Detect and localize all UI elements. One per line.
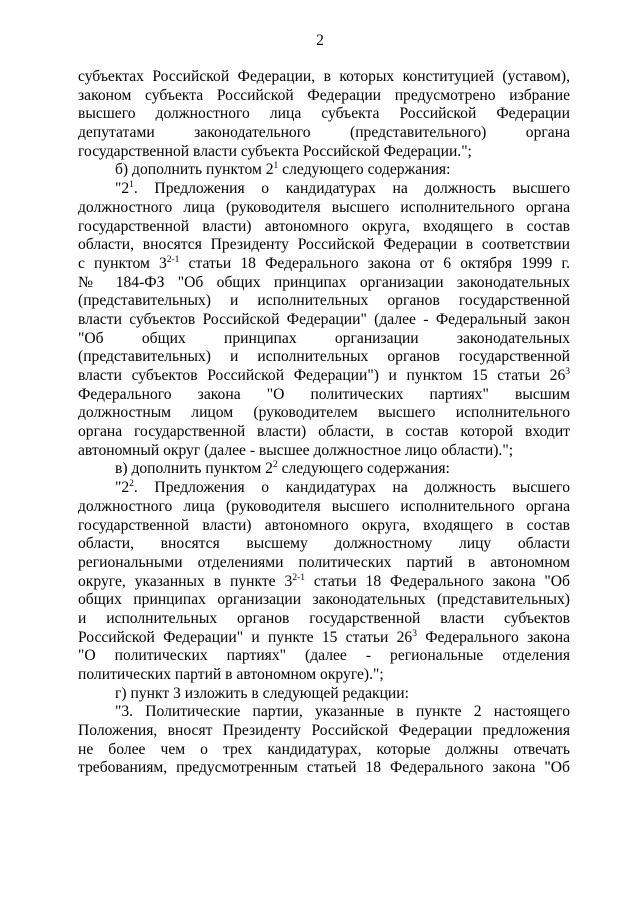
text-segment: (представительных) и исполнительных органов государственной — [78, 348, 570, 366]
text-line — [78, 741, 570, 760]
text-line — [78, 348, 570, 367]
text-segment: региональными отделениями политических партий в автономном — [78, 553, 570, 571]
text-segment: следующего содержания: — [278, 161, 451, 179]
superscript: 1 — [273, 161, 279, 172]
superscript: 1 — [129, 180, 134, 191]
text-segment: государственной власти) автономного округа, входящего в состав — [78, 217, 570, 235]
text-line — [78, 161, 570, 180]
superscript: 3 — [412, 628, 417, 639]
text-segment: законом субъекта Российской Федерации предусмотрено избрание — [78, 86, 570, 104]
text-segment: требованиям, предусмотренным статьей 18 Федерального закона "Об — [78, 759, 570, 777]
text-segment: № 184-ФЗ "Об общих принципах организации законодательных — [78, 273, 570, 291]
text-line — [78, 180, 570, 199]
text-segment: г) пункт 3 изложить в следующей редакции: — [115, 684, 409, 702]
text-line — [78, 517, 570, 536]
text-segment: и исполнительных органов государственной власти субъектов — [78, 609, 570, 627]
text-line — [78, 666, 570, 685]
text-segment: "2 — [115, 180, 130, 198]
text-line — [78, 143, 570, 162]
text-segment: с пунктом 3 — [78, 254, 167, 272]
text-line — [78, 311, 570, 330]
text-line — [78, 759, 570, 778]
text-line — [78, 554, 570, 573]
text-line — [78, 236, 570, 255]
superscript: 2-1 — [166, 254, 180, 265]
text-segment: статьи 18 Федерального закона от 6 октября 1999 г. — [179, 254, 570, 272]
text-segment: политических партий в автономном округе)."; — [78, 666, 384, 683]
text-line — [78, 610, 570, 629]
text-segment: в) дополнить пунктом 2 — [115, 460, 273, 478]
text-segment: высшего должностного лица субъекта Российской Федерации — [78, 105, 570, 123]
text-segment: власти субъектов Российской Федерации" (далее - Федеральный закон — [78, 310, 570, 328]
text-line — [78, 591, 570, 610]
page-number: 2 — [316, 32, 324, 49]
text-segment: органа государственной власти) области, в состав которой входит — [78, 423, 570, 441]
text-segment: "Об общих принципах организации законодательных — [78, 329, 570, 347]
text-line — [78, 479, 570, 498]
text-line — [78, 703, 570, 722]
text-segment: области, вносятся высшему должностному лицу области — [78, 535, 570, 553]
text-segment: общих принципах организации законодательных (представительных) — [78, 591, 570, 609]
document-body — [78, 68, 570, 778]
text-line — [78, 404, 570, 423]
superscript: 2 — [129, 479, 134, 490]
text-line — [78, 87, 570, 106]
text-line — [78, 255, 570, 274]
text-line — [78, 685, 570, 704]
text-segment: депутатами законодательного (представительного) органа — [78, 124, 570, 142]
text-segment: автономный округ (далее - высшее должностное лицо области)."; — [78, 441, 514, 459]
text-segment: должностным лицом (руководителем высшего исполнительного — [78, 404, 570, 422]
text-segment: Федерального закона — [416, 628, 571, 646]
text-segment: области, вносятся Президенту Российской Федерации в соответствии — [78, 236, 570, 254]
text-segment: Положения, вносят Президенту Российской Федерации предложения — [78, 722, 570, 740]
text-segment: "О политических партиях" (далее - региональные отделения — [78, 647, 570, 665]
text-segment: . Предложения о кандидатурах на должность высшего — [133, 479, 570, 497]
text-line — [78, 367, 570, 386]
text-segment: Российской Федерации" и пункте 15 статьи 26 — [78, 628, 413, 646]
text-segment: статьи 18 Федерального закона "Об — [304, 572, 570, 590]
text-line — [78, 124, 570, 143]
text-line — [78, 573, 570, 592]
superscript: 3 — [565, 367, 570, 377]
text-segment: . Предложения о кандидатурах на должность высшего — [133, 180, 570, 198]
text-segment: субъектах Российской Федерации, в которых конституцией (уставом), — [78, 68, 570, 85]
text-segment: государственной власти субъекта Российской Федерации."; — [78, 142, 472, 160]
superscript: 2-1 — [292, 572, 305, 583]
text-segment: округе, указанных в пункте 3 — [78, 572, 293, 590]
text-segment: Федерального закона "О политических партиях" высшим — [78, 385, 570, 403]
text-line — [78, 292, 570, 311]
text-segment: должностного лица (руководителя высшего исполнительного органа — [78, 198, 570, 216]
text-segment: (представительных) и исполнительных органов государственной — [78, 292, 570, 310]
text-line — [78, 498, 570, 517]
text-line — [78, 105, 570, 124]
text-segment: "2 — [115, 479, 130, 497]
text-line — [78, 535, 570, 554]
text-line — [78, 386, 570, 405]
text-segment: следующего содержания: — [277, 460, 450, 478]
superscript: 2 — [272, 460, 278, 471]
text-segment: власти субъектов Российской Федерации") и пунктом 15 статьи 26 — [78, 367, 566, 384]
text-line — [78, 199, 570, 218]
text-segment: государственной власти) автономного округа, входящего в состав — [78, 516, 570, 534]
text-line — [78, 722, 570, 741]
text-line — [78, 460, 570, 479]
text-line — [78, 423, 570, 442]
text-line — [78, 647, 570, 666]
text-segment: б) дополнить пунктом 2 — [115, 161, 274, 179]
text-segment: должностного лица (руководителя высшего исполнительного органа — [78, 497, 570, 515]
text-line — [78, 218, 570, 237]
text-segment: "3. Политические партии, указанные в пункте 2 настоящего — [115, 703, 570, 721]
text-line — [78, 68, 570, 87]
text-line — [78, 629, 570, 648]
text-line — [78, 330, 570, 349]
text-segment: не более чем о трех кандидатурах, которые должны отвечать — [78, 740, 570, 758]
text-line — [78, 442, 570, 461]
text-line — [78, 274, 570, 293]
